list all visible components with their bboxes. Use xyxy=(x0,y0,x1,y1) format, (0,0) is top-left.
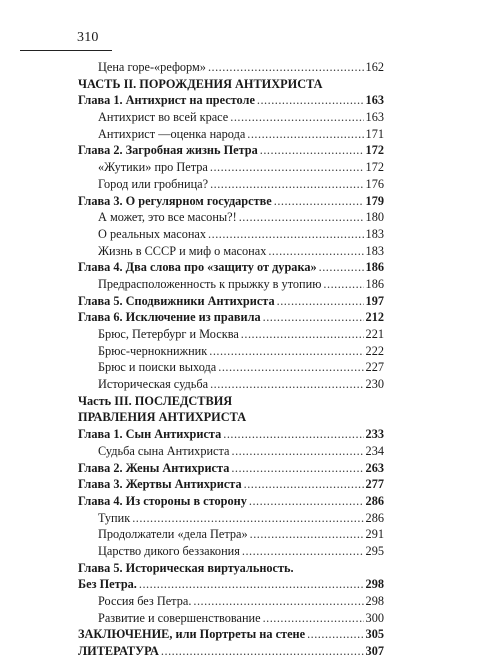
toc-entry-page: 222 xyxy=(365,343,384,358)
toc-entry-title: Глава 4. Из стороны в сторону xyxy=(78,493,247,508)
toc-entry-title: Развитие и совершенствование xyxy=(98,610,261,625)
dot-leader xyxy=(277,293,364,310)
toc-entry-page: 171 xyxy=(365,126,384,141)
dot-leader xyxy=(231,460,363,477)
dot-leader xyxy=(241,326,364,343)
toc-entry-title: ЗАКЛЮЧЕНИЕ, или Портреты на стене xyxy=(78,627,306,642)
toc-entry-title: ПРАВЛЕНИЯ АНТИХРИСТА xyxy=(78,410,247,425)
toc-entry xyxy=(78,359,384,376)
toc-entry-page: 172 xyxy=(365,143,384,158)
table-of-contents xyxy=(78,59,384,660)
toc-entry-title: ЛИТЕРАТУРА xyxy=(78,644,159,659)
toc-entry xyxy=(78,59,384,76)
toc-entry-page: 180 xyxy=(365,210,384,225)
toc-entry-page: 179 xyxy=(365,193,384,208)
dot-leader xyxy=(247,126,363,143)
toc-entry-page: 183 xyxy=(365,226,384,241)
toc-entry xyxy=(78,226,384,243)
toc-entry-page: 305 xyxy=(365,627,384,642)
dot-leader xyxy=(210,176,363,193)
toc-entry xyxy=(78,576,384,593)
toc-entry-page: 298 xyxy=(365,594,384,608)
dot-leader xyxy=(239,209,364,226)
toc-entry xyxy=(78,476,384,493)
dot-leader xyxy=(210,376,363,393)
dot-leader xyxy=(223,426,363,443)
toc-entry xyxy=(78,526,384,543)
toc-entry xyxy=(78,610,384,627)
toc-entry xyxy=(78,209,384,226)
dot-leader xyxy=(319,259,364,276)
toc-entry-page: 186 xyxy=(365,260,384,275)
toc-entry-title: Часть III. ПОСЛЕДСТВИЯ xyxy=(78,393,233,408)
toc-entry-title: ЧАСТЬ II. ПОРОЖДЕНИЯ АНТИХРИСТА xyxy=(78,76,323,91)
toc-entry-title: «Жутики» про Петра xyxy=(98,160,208,175)
toc-entry-page: 221 xyxy=(365,327,384,341)
toc-entry-page: 298 xyxy=(365,577,384,592)
toc-entry xyxy=(78,543,384,560)
dot-leader xyxy=(263,610,364,627)
toc-entry xyxy=(78,309,384,326)
toc-entry-title: Россия без Петра. xyxy=(98,594,192,608)
dot-leader xyxy=(263,309,364,326)
toc-entry-title: Судьба сына Антихриста xyxy=(98,443,230,458)
dot-leader xyxy=(244,476,364,493)
toc-entry-title: Глава 3. Жертвы Антихриста xyxy=(78,477,242,492)
toc-entry xyxy=(78,643,384,660)
toc-entry-title: Цена горе-«реформ» xyxy=(98,60,206,74)
toc-entry xyxy=(78,259,384,276)
dot-leader xyxy=(132,510,363,527)
dot-leader xyxy=(323,276,363,293)
toc-entry-title: Предрасположенность к прыжку в утопию xyxy=(98,276,322,291)
toc-entry-page: 183 xyxy=(365,243,384,258)
toc-entry-title: А может, это все масоны?! xyxy=(98,210,237,225)
toc-entry xyxy=(78,560,384,577)
toc-entry xyxy=(78,126,384,143)
toc-entry-title: Без Петра. xyxy=(78,577,137,592)
toc-entry-title: Глава 2. Жены Антихриста xyxy=(78,460,230,475)
dot-leader xyxy=(193,593,363,610)
dot-leader xyxy=(274,193,364,210)
toc-entry-page: 291 xyxy=(365,527,384,542)
toc-entry-title: Глава 5. Сподвижники Антихриста xyxy=(78,293,275,308)
toc-entry-page: 197 xyxy=(365,293,384,308)
toc-entry xyxy=(78,460,384,477)
toc-entry xyxy=(78,409,384,426)
dot-leader xyxy=(230,109,363,126)
toc-entry-title: Глава 5. Историческая виртуальность. xyxy=(78,560,294,575)
toc-entry-title: Жизнь в СССР и миф о масонах xyxy=(98,243,267,258)
toc-entry-title: Глава 1. Сын Антихриста xyxy=(78,427,222,442)
dot-leader xyxy=(250,526,364,543)
dot-leader xyxy=(232,443,364,460)
toc-entry xyxy=(78,510,384,527)
toc-entry-page: 163 xyxy=(365,93,384,108)
dot-leader xyxy=(161,643,364,660)
toc-entry-title: Глава 4. Два слова про «защиту от дурака» xyxy=(78,260,317,275)
header-rule xyxy=(20,50,112,51)
toc-entry-title: Продолжатели «дела Петра» xyxy=(98,527,248,542)
dot-leader xyxy=(260,142,364,159)
toc-entry-title: Тупик xyxy=(98,510,131,525)
toc-entry-title: Историческая судьба xyxy=(98,377,209,392)
toc-entry xyxy=(78,443,384,460)
toc-entry-title: Брюс, Петербург и Москва xyxy=(98,327,239,341)
dot-leader xyxy=(257,92,364,109)
toc-entry-page: 233 xyxy=(365,427,384,442)
toc-entry xyxy=(78,142,384,159)
toc-entry-page: 286 xyxy=(365,493,384,508)
toc-entry-page: 307 xyxy=(365,644,384,659)
dot-leader xyxy=(210,159,364,176)
toc-entry xyxy=(78,276,384,293)
toc-entry-page: 186 xyxy=(365,276,384,291)
toc-entry-title: Брюс-чернокнижник xyxy=(98,343,208,358)
dot-leader xyxy=(242,543,364,560)
toc-entry-title: Город или гробница? xyxy=(98,176,209,191)
page-number: 310 xyxy=(77,30,99,45)
toc-entry xyxy=(78,343,384,360)
toc-entry-title: О реальных масонах xyxy=(98,226,207,241)
toc-entry xyxy=(78,176,384,193)
toc-entry xyxy=(78,92,384,109)
toc-entry-title: Брюс и поиски выхода xyxy=(98,360,217,375)
toc-entry-page: 163 xyxy=(365,110,384,125)
toc-entry-title: Глава 2. Загробная жизнь Петра xyxy=(78,143,258,158)
toc-entry-page: 300 xyxy=(365,610,384,625)
toc-entry xyxy=(78,593,384,610)
toc-entry xyxy=(78,109,384,126)
toc-entry xyxy=(78,626,384,643)
dot-leader xyxy=(209,343,363,360)
toc-entry xyxy=(78,243,384,260)
toc-entry xyxy=(78,193,384,210)
toc-entry-title: Антихрист —оценка народа xyxy=(98,126,246,141)
toc-entry-page: 212 xyxy=(365,310,384,325)
toc-entry-title: Глава 3. О регулярном государстве xyxy=(78,193,272,208)
dot-leader xyxy=(139,576,364,593)
toc-entry-title: Глава 6. Исключение из правила xyxy=(78,310,261,325)
toc-entry xyxy=(78,326,384,343)
dot-leader xyxy=(208,59,364,76)
dot-leader xyxy=(218,359,363,376)
dot-leader xyxy=(208,226,364,243)
toc-entry-page: 286 xyxy=(365,510,384,525)
toc-entry-page: 263 xyxy=(365,460,384,475)
toc-entry-page: 176 xyxy=(365,176,384,191)
toc-entry-page: 295 xyxy=(365,543,384,558)
toc-entry-page: 172 xyxy=(365,160,384,175)
toc-entry xyxy=(78,493,384,510)
toc-entry xyxy=(78,376,384,393)
toc-entry xyxy=(78,159,384,176)
toc-entry-page: 230 xyxy=(365,377,384,392)
toc-entry-title: Царство дикого беззакония xyxy=(98,543,240,558)
dot-leader xyxy=(249,493,364,510)
toc-entry xyxy=(78,293,384,310)
dot-leader xyxy=(268,243,363,260)
toc-entry xyxy=(78,393,384,410)
toc-entry xyxy=(78,76,384,93)
toc-entry xyxy=(78,426,384,443)
toc-entry-title: Глава 1. Антихрист на престоле xyxy=(78,93,255,108)
toc-entry-page: 277 xyxy=(365,477,384,492)
toc-entry-page: 227 xyxy=(365,360,384,375)
dot-leader xyxy=(307,626,363,643)
toc-entry-title: Антихрист во всей красе xyxy=(98,110,229,125)
toc-entry-page: 162 xyxy=(365,60,384,74)
toc-entry-page: 234 xyxy=(365,443,384,458)
